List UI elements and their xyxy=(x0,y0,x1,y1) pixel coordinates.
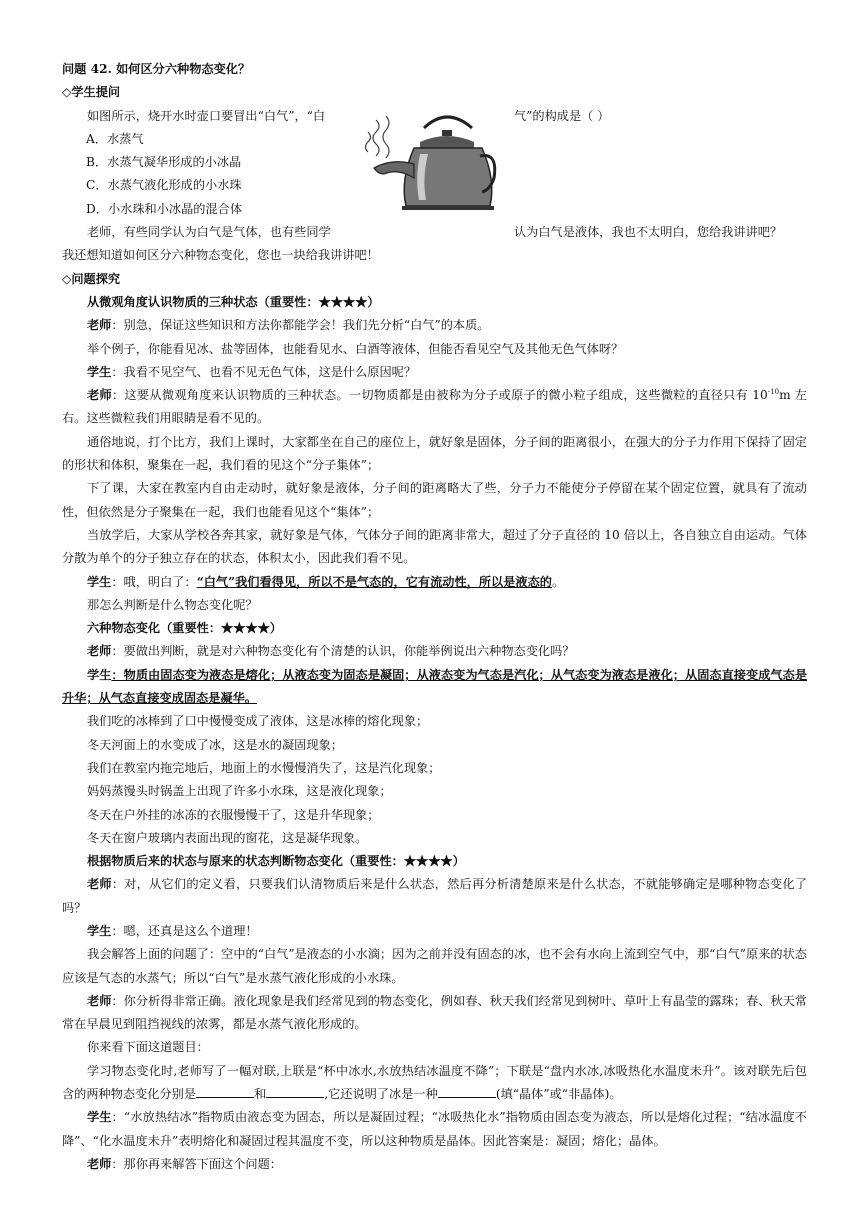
student-line-5 xyxy=(62,1106,807,1153)
question-title: 问题 42. 如何区分六种物态变化？ xyxy=(62,62,251,76)
answer-blank-1 xyxy=(196,1087,254,1098)
student-definitions: ：物质由固态变为液态是熔化；从液态变为固态是凝固；从液态变为气态是汽化；从气态变为液态是液化；从固态直接变成气态是升华；从气态直接变成固态是凝华。 xyxy=(62,667,808,706)
question-intro-row xyxy=(62,105,807,128)
teacher-text: ：对，从它们的定义看，只要我们认清物质后来是什么状态，然后再分析清楚原来是什么状态，不就能够确定是哪种物态变化了吗？ xyxy=(62,877,808,915)
ask-continued: 我还想知道如何区分六种物态变化，您也一块给我讲讲吧！ xyxy=(62,248,379,263)
couplet-text: 学习物态变化时,老师写了一幅对联,上联是“杯中冰水,水放热结冰温度不降”；下联是“盘内水冰,冰吸热化水温度未升”。该对联先后包含的两种物态变化分别是 xyxy=(62,1063,807,1102)
example-freezing: 冬天河面上的水变成了冰，这是水的凝固现象； xyxy=(87,737,343,752)
teacher-text: ：这要从微观角度来认识物质的三种状态。一切物质都是由被称为分子或原子的微小粒子组成，这些微粒的直径只有 10 xyxy=(111,388,768,403)
speaker-teacher: 老师 xyxy=(87,877,112,892)
paragraph-answer: 我会解答上面的问题了：空中的“白气”是液态的小水滴；因为之前并没有固态的冰，也不会有水向上流到空气中，那“白气”原来的状态应该是气态的水蒸气；所以“白气”是水蒸气液化形成的小水珠。 xyxy=(62,947,807,985)
question-intro-right: 气”的构成是（ ） xyxy=(514,108,610,123)
paragraph-question: 那怎么判断是什么物态变化呢？ xyxy=(87,597,258,612)
ask-left: 老师，有些同学认为白气是气体，也有些同学 xyxy=(87,225,331,240)
example-deposition: 冬天在窗户玻璃内表面出现的窗花，这是凝华现象。 xyxy=(87,830,368,845)
teacher-line-2 xyxy=(62,384,807,431)
teacher-line-3 xyxy=(62,640,807,663)
teacher-text-cont: m 左右。这些微粒我们用眼睛是看不见的。 xyxy=(62,388,807,426)
example-melting: 我们吃的冰棒到了口中慢慢变成了液体，这是冰棒的熔化现象； xyxy=(87,714,429,729)
speaker-student: 学生 xyxy=(87,364,112,379)
ask-row xyxy=(62,221,807,244)
speaker-teacher: 老师 xyxy=(87,318,112,333)
exponent: -10 xyxy=(767,388,780,397)
teacher-text: ：你分析得非常正确。液化现象是我们经常见到的物态变化，例如春、秋天我们经常见到树叶、草叶上有晶莹的露珠；春、秋天常常在早晨见到阻挡视线的浓雾，都是水蒸气液化形成的。 xyxy=(62,993,808,1032)
teacher-line-6 xyxy=(62,1153,807,1176)
speaker-student: 学生 xyxy=(87,574,112,589)
student-text: ：哦，明白了： xyxy=(111,574,197,589)
paragraph-solid: 通俗地说，打个比方，我们上课时，大家都坐在自己的座位上，就好象是固体，分子间的距离很小，在强大的分子力作用下保持了固定的形状和体积，聚集在一起，我们看的见这个“分子集体”； xyxy=(62,434,807,473)
student-conclusion: “白气”我们看得见，所以不是气态的，它有流动性，所以是液态的 xyxy=(196,574,552,589)
teacher-line-4 xyxy=(62,873,807,920)
example-vaporization: 我们在教室内拖完地后，地面上的水慢慢消失了，这是汽化现象； xyxy=(87,760,441,775)
student-text: ：我看不见空气、也看不见无色气体，这是什么原因呢？ xyxy=(111,364,417,379)
speaker-student: 学生 xyxy=(87,1110,112,1125)
option-b: B．水蒸气凝华形成的小冰晶 xyxy=(86,155,242,170)
answer-blank-2 xyxy=(266,1087,324,1098)
student-text: ：嗯，还真是这么个道理！ xyxy=(111,923,258,938)
heading-three-states: 从微观角度认识物质的三种状态（重要性：★★★★） xyxy=(87,294,380,309)
ask-right: 认为白气是液体，我也不太明白，您给我讲讲吧？ xyxy=(514,225,783,240)
couplet-and: 和 xyxy=(254,1087,267,1102)
document-page xyxy=(62,58,807,1176)
heading-judge-change: 根据物质后来的状态与原来的状态判断物态变化（重要性：★★★★） xyxy=(87,854,465,869)
heading-six-changes: 六种物态变化（重要性：★★★★） xyxy=(87,621,282,636)
teacher-text: ：别急，保证这些知识和方法你都能学会！我们先分析“白气”的本质。 xyxy=(111,318,490,333)
example-liquefaction: 妈妈蒸馒头时锅盖上出现了许多小水珠，这是液化现象； xyxy=(87,784,392,799)
couplet-text-2: ,它还说明了冰是一种 xyxy=(324,1087,438,1102)
teacher-line-1 xyxy=(62,314,807,337)
section-problem-explore: ◇问题探究 xyxy=(62,271,121,286)
option-d: D．小水珠和小冰晶的混合体 xyxy=(86,201,243,216)
speaker-teacher: 老师 xyxy=(87,1156,112,1171)
teacher-text: ：那你再来解答下面这个问题： xyxy=(111,1156,282,1171)
speaker-teacher: 老师 xyxy=(87,644,112,659)
section-student-question: ◇学生提问 xyxy=(62,85,121,100)
student-text: ：“水放热结冰”指物质由液态变为固态，所以是凝固过程；“冰吸热化水”指物质由固态变为液态，所以是熔化过程；“结冰温度不降”、“化水温度未升”表明熔化和凝固过程其温度不变，所以这种物质是晶体。因此答案是：凝固；熔化；晶体。 xyxy=(62,1110,807,1148)
speaker-teacher: 老师 xyxy=(87,993,112,1008)
paragraph-look: 你来看下面这道题目： xyxy=(87,1040,209,1055)
teacher-line-5 xyxy=(62,990,807,1037)
question-intro-left: 如图所示，烧开水时壶口要冒出“白气”，“白 xyxy=(87,108,326,123)
speaker-student: 学生 xyxy=(87,923,112,938)
answer-blank-3 xyxy=(438,1087,496,1098)
paragraph-gas: 当放学后，大家从学校各奔其家，就好象是气体，气体分子间的距离非常大，超过了分子直径的 10 倍以上，各自独立自由运动。气体分散为单个的分子独立存在的状态，体积太小，因此我们看不见。 xyxy=(62,527,807,566)
paragraph-couplet xyxy=(62,1060,807,1107)
student-line-4 xyxy=(62,920,807,943)
option-a: A．水蒸气 xyxy=(86,131,144,146)
speaker-student: 学生 xyxy=(87,667,112,682)
example-sublimation: 冬天在户外挂的冰冻的衣服慢慢干了，这是升华现象； xyxy=(87,807,380,822)
student-line-3 xyxy=(62,664,807,711)
student-line-2 xyxy=(62,571,807,594)
student-line-1 xyxy=(62,361,807,384)
option-c: C．水蒸气液化形成的小水珠 xyxy=(86,178,242,193)
speaker-teacher: 老师 xyxy=(87,388,112,403)
couplet-text-3: (填“晶体”或“非晶体)。 xyxy=(495,1087,622,1102)
punctuation: 。 xyxy=(551,574,565,589)
paragraph-liquid: 下了课，大家在教室内自由走动时，就好象是液体，分子间的距离略大了些，分子力不能使分子停留在某个固定位置，就具有了流动性，但依然是分子聚集在一起，我们也能看见这个“集体”； xyxy=(62,481,807,519)
teacher-text: ：要做出判断，就是对六种物态变化有个清楚的认识，你能举例说出六种物态变化吗？ xyxy=(111,644,575,659)
paragraph-example: 举个例子，你能看见冰、盐等固体，也能看见水、白酒等液体，但能否看见空气及其他无色气体呀？ xyxy=(87,341,624,356)
